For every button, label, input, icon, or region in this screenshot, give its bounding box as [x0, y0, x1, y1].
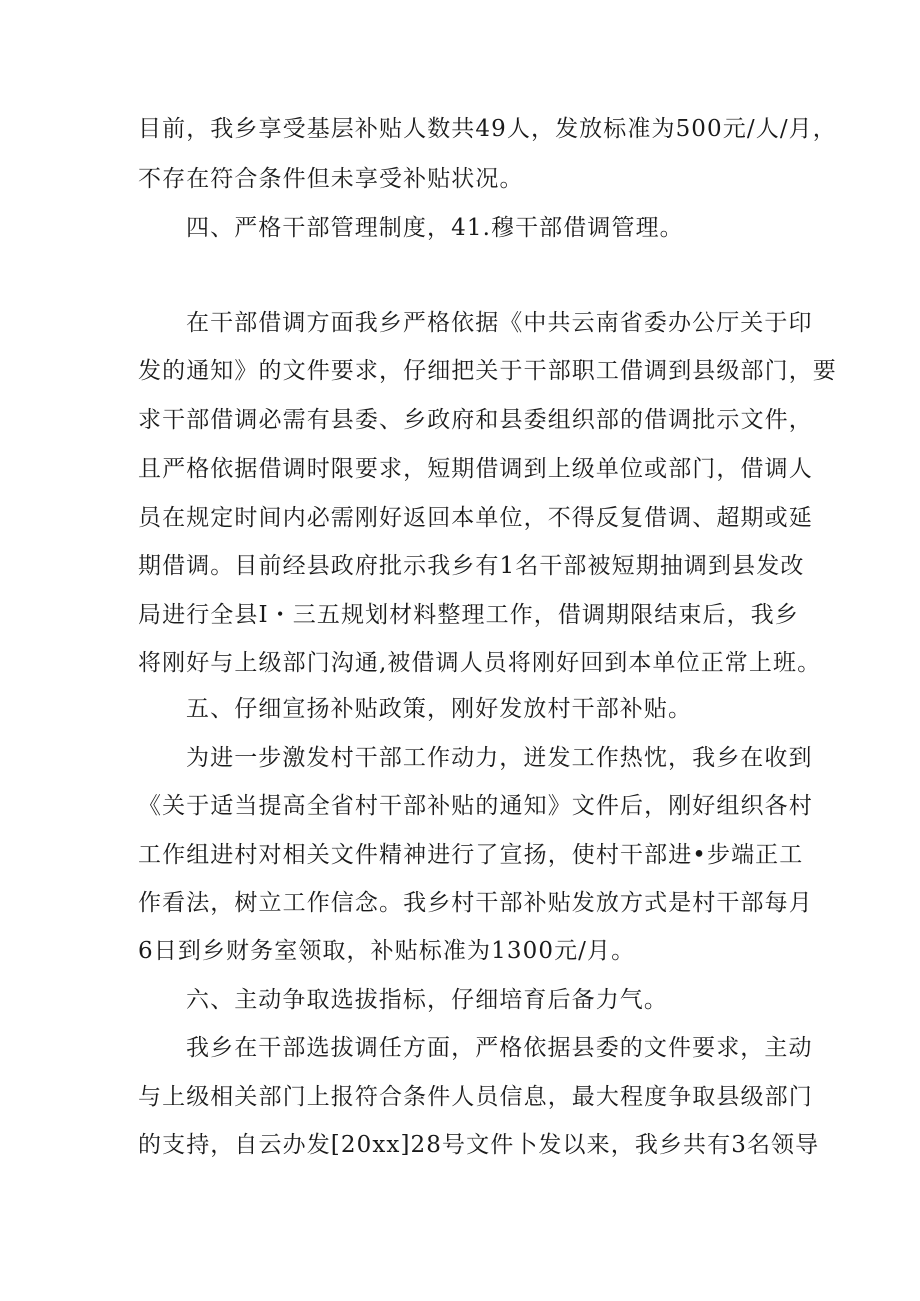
body-text-line: 期借调。目前经县政府批示我乡有1名干部被短期抽调到县发改: [138, 553, 805, 579]
body-text-line: 求干部借调必需有县委、乡政府和县委组织部的借调批示文件，: [138, 407, 813, 433]
body-text-line: 不存在符合条件但未享受补贴状况。: [138, 166, 524, 192]
body-text-line: 局进行全县I・三五规划材料整理工作，借调期限结束后，我乡: [138, 602, 799, 628]
section-heading-4: 四、严格干部管理制度，41.穆干部借调管理。: [186, 215, 684, 241]
body-text-line: 作看法，树立工作信念。我乡村干部补贴发放方式是村干部每月: [138, 890, 813, 916]
body-text-line: 为进一步激发村干部工作动力，迸发工作热忱，我乡在收到: [186, 745, 813, 771]
body-text-line: 发的通知》的文件要求，仔细把关于干部职工借调到县级部门，要: [138, 358, 837, 384]
body-text-line: 《关于适当提高全省村干部补贴的通知》文件后，刚好组织各村: [138, 793, 813, 819]
body-text-line: 我乡在干部选拔调任方面，严格依据县委的文件要求，主动: [186, 1035, 813, 1061]
section-heading-5: 五、仔细宣扬补贴政策，刚好发放村干部补贴。: [186, 696, 693, 722]
body-text-line: 6日到乡财务室领取，补贴标准为1300元/月。: [138, 938, 636, 964]
body-text-line: 目前，我乡享受基层补贴人数共49人，发放标准为500元/人/月，: [138, 116, 837, 142]
body-text-line: 的支持，自云办发[20xx]28号文件卜发以来，我乡共有3名领导: [138, 1132, 820, 1158]
section-heading-6: 六、主动争取选拔指标，仔细培育后备力气。: [186, 987, 668, 1013]
body-text-line: 在干部借调方面我乡严格依据《中共云南省委办公厅关于印: [186, 310, 813, 336]
body-text-line: 员在规定时间内必需刚好返回本单位，不得反复借调、超期或延: [138, 505, 813, 531]
body-text-line: 将刚好与上级部门沟通,被借调人员将刚好回到本单位正常上班。: [138, 650, 822, 676]
body-text-line: 且严格依据借调时限要求，短期借调到上级单位或部门，借调人: [138, 456, 813, 482]
body-text-line: 工作组进村对相关文件精神进行了宣扬，使村干部进•步端正工: [138, 842, 804, 868]
body-text-line: 与上级相关部门上报符合条件人员信息，最大程度争取县级部门: [138, 1084, 813, 1110]
